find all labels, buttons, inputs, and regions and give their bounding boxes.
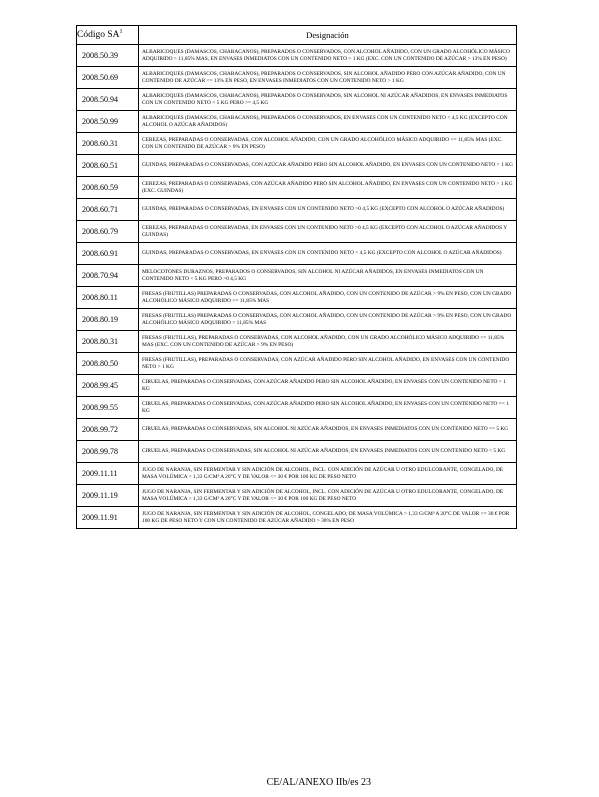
hs-code-cell: 2008.80.11 <box>77 287 139 309</box>
designation-cell: FRESAS (FRUTILLAS) PREPARADAS O CONSERVADAS, CON ALCOHOL AÑADIDO, CON UN CONTENIDO DE AZÚCAR > 9% EN PESO, CON UN GRADO ALCOHÓLICO MÁSICO ADQUIRIDO > 11,85% MAS <box>139 309 517 331</box>
hs-code-cell: 2008.50.69 <box>77 67 139 89</box>
designation-cell: FRESAS (FRUTILLAS) PREPARADAS O CONSERVADAS, CON ALCOHOL AÑADIDO, CON UN CONTENIDO DE AZÚCAR > 9% EN PESO, CON UN GRADO ALCOHÓLICO MÁSICO ADQUIRIDO >= 11,85% MAS <box>139 287 517 309</box>
designation-cell: CEREZAS, PREPARADAS O CONSERVADAS, EN ENVASES CON UN CONTENIDO NETO >0 4,5 KG (EXCEPTO CON ALCOHOL O AZÚCAR AÑADIDOS Y GUINDAS) <box>139 221 517 243</box>
hs-code-cell: 2009.11.91 <box>77 507 139 529</box>
hs-code-cell: 2009.11.11 <box>77 463 139 485</box>
table-row <box>77 243 517 265</box>
designation-cell: CEREZAS, PREPARADAS O CONSERVADAS, CON AZÚCAR AÑADIDO PERO SIN ALCOHOL AÑADIDO, EN ENVASES CON UN CONTENIDO NETO > 1 KG (EXC. GUINDAS) <box>139 177 517 199</box>
hs-code-cell: 2008.60.79 <box>77 221 139 243</box>
footnote-marker: 1 <box>119 29 123 36</box>
designation-cell: ALBARICOQUES (DAMASCOS, CHABACANOS), PREPARADOS O CONSERVADOS, SIN ALCOHOL AÑADIDO PERO CON AZÚCAR AÑADIDO, CON UN CONTENIDO DE AZÚCAR <= 13% EN PESO, EN ENVASES INMEDIATOS CON UN CONTENIDO NETO > 1 KG <box>139 67 517 89</box>
hs-code-cell: 2008.50.94 <box>77 89 139 111</box>
column-header-code-text: Código SA <box>77 30 120 41</box>
designation-cell: GUINDAS, PREPARADAS O CONSERVADAS, EN ENVASES CON UN CONTENIDO NETO >0 4,5 KG (EXCEPTO CON ALCOHOL O AZÚCAR AÑADIDOS) <box>139 199 517 221</box>
column-header-designation: Designación <box>139 26 517 45</box>
table-row <box>77 199 517 221</box>
designation-cell: ALBARICOQUES (DAMASCOS, CHABACANOS), PREPARADOS O CONSERVADOS, EN ENVASES CON UN CONTENIDO NETO < 4,5 KG (EXCEPTO CON ALCOHOL O AZÚCAR AÑADIDOS) <box>139 111 517 133</box>
hs-code-cell: 2008.80.31 <box>77 331 139 353</box>
designation-cell: JUGO DE NARANJA, SIN FERMENTAR Y SIN ADICIÓN DE ALCOHOL, CONGELADO, DE MASA VOLÚMICA > 1,33 G/CM³ A 20°C DE VALOR <= 30 € POR 100 KG DE PESO NETO Y CON UN CONTENIDO DE AZÚCAR AÑADIDO > 30% EN PESO <box>139 507 517 529</box>
table-row <box>77 375 517 397</box>
table-row <box>77 177 517 199</box>
table-row <box>77 67 517 89</box>
table-row <box>77 441 517 463</box>
hs-code-cell: 2008.50.39 <box>77 45 139 67</box>
column-header-code <box>77 26 139 45</box>
page-reference: CE/AL/ANEXO IIb/es 23 <box>266 777 371 788</box>
hs-code-cell: 2008.99.78 <box>77 441 139 463</box>
table-row <box>77 133 517 155</box>
designation-cell: FRESAS (FRUTILLAS), PREPARADAS O CONSERVADAS, CON ALCOHOL AÑADIDO, CON UN GRADO ALCOHÓLICO MÁSICO ADQUIRIDO <= 11,85% MAS (EXC. CON UN CONTENIDO DE AZÚCAR > 9% EN PESO) <box>139 331 517 353</box>
table-row <box>77 485 517 507</box>
designation-cell: CIRUELAS, PREPARADAS O CONSERVADAS, CON AZÚCAR AÑADIDO PERO SIN ALCOHOL AÑADIDO, EN ENVASES CON UN CONTENIDO NETO =< 1 KG <box>139 397 517 419</box>
designation-cell: ALBARICOQUES (DAMASCOS, CHABACANOS), PREPARADOS O CONSERVADOS, CON ALCOHOL AÑADIDO, CON UN GRADO ALCOHÓLICO MÁSICO ADQUIRIDO > 11,85% MAS, EN ENVASES INMEDIATOS CON UN CONTENIDO NETO > 1 KG (EXC. CON UN CONTENIDO DE AZÚCAR > 13% EN PESO) <box>139 45 517 67</box>
designation-cell: FRESAS (FRUTILLAS), PREPARADAS O CONSERVADAS, CON AZÚCAR AÑADIDO PERO SIN ALCOHOL AÑADIDO, EN ENVASES CON UN CONTENIDO NETO > 1 KG <box>139 353 517 375</box>
table-row <box>77 419 517 441</box>
table-header-row <box>77 26 517 45</box>
table-body <box>77 45 517 529</box>
designation-cell: JUGO DE NARANJA, SIN FERMENTAR Y SIN ADICIÓN DE ALCOHOL, INCL. CON ADICIÓN DE AZÚCAR U OTRO EDULCORANTE, CONGELADO, DE MASA VOLÚMICA > 1,33 G/CM³ A 20°C Y DE VALOR <= 30 € POR 100 KG DE PESO NETO <box>139 485 517 507</box>
table-row <box>77 155 517 177</box>
hs-code-cell: 2008.80.19 <box>77 309 139 331</box>
hs-code-cell: 2008.60.51 <box>77 155 139 177</box>
table-row <box>77 287 517 309</box>
table-row <box>77 463 517 485</box>
designation-cell: CIRUELAS, PREPARADAS O CONSERVADAS, SIN ALCOHOL NI AZÚCAR AÑADIDOS, EN ENVASES INMEDIATOS CON UN CONTENIDO NETO < 5 KG <box>139 441 517 463</box>
hs-code-cell: 2008.99.45 <box>77 375 139 397</box>
table-row <box>77 89 517 111</box>
hs-code-cell: 2008.60.31 <box>77 133 139 155</box>
hs-code-cell: 2008.80.50 <box>77 353 139 375</box>
table-row <box>77 45 517 67</box>
hs-code-cell: 2008.60.59 <box>77 177 139 199</box>
designation-cell: CIRUELAS, PREPARADAS O CONSERVADAS, CON AZÚCAR AÑADIDO PERO SIN ALCOHOL AÑADIDO, EN ENVASES CON UN CONTENIDO NETO > 1 KG <box>139 375 517 397</box>
table-row <box>77 353 517 375</box>
table-row <box>77 309 517 331</box>
hs-code-cell: 2008.70.94 <box>77 265 139 287</box>
table-row <box>77 221 517 243</box>
table-row <box>77 331 517 353</box>
hs-code-cell: 2008.99.55 <box>77 397 139 419</box>
table-row <box>77 397 517 419</box>
hs-code-cell: 2009.11.19 <box>77 485 139 507</box>
table-row <box>77 111 517 133</box>
designation-cell: MELOCOTONES DURAZNOS, PREPARADOS O CONSERVADOS, SIN ALCOHOL NI AZÚCAR AÑADIDOS, EN ENVASES INMEDIATOS CON UN CONTENIDO NETO < 5 KG PERO >0 4,5 KG <box>139 265 517 287</box>
designation-cell: CIRUELAS, PREPARADAS O CONSERVADAS, SIN ALCOHOL NI AZÚCAR AÑADIDOS, EN ENVASES INMEDIATOS CON UN CONTENIDO NETO => 5 KG <box>139 419 517 441</box>
table-row <box>77 265 517 287</box>
designation-cell: GUINDAS, PREPARADAS O CONSERVADAS, EN ENVASES CON UN CONTENIDO NETO < 4,5 KG (EXCEPTO CON ALCOHOL O AZÚCAR AÑADIDOS) <box>139 243 517 265</box>
designation-cell: GUINDAS, PREPARADAS O CONSERVADAS, CON AZÚCAR AÑADIDO PERO SIN ALCOHOL AÑADIDO, EN ENVASES CON UN CONTENIDO NETO > 1 KG <box>139 155 517 177</box>
designation-cell: ALBARICOQUES (DAMASCOS, CHABACANOS), PREPARADOS O CONSERVADOS, SIN ALCOHOL NI AZÚCAR AÑADIDOS, EN ENVASES INMEDIATOS CON UN CONTENIDO NETO < 5 KG PERO >= 4,5 KG <box>139 89 517 111</box>
hs-code-cell: 2008.99.72 <box>77 419 139 441</box>
designation-cell: JUGO DE NARANJA, SIN FERMENTAR Y SIN ADICIÓN DE ALCOHOL, INCL. CON ADICIÓN DE AZÚCAR U OTRO EDULCORANTE, CONGELADO, DE MASA VOLÚMICA > 1,33 G/CM³ A 20°C Y DE VALOR <= 30 € POR 100 KG DE PESO NETO <box>139 463 517 485</box>
table-row <box>77 507 517 529</box>
designation-cell: CEREZAS, PREPARADAS O CONSERVADAS, CON ALCOHOL AÑADIDO, CON UN GRADO ALCOHÓLICO MÁSICO ADQUIRIDO <= 11,85% MAS (EXC. CON UN CONTENIDO DE AZÚCAR > 9% EN PESO) <box>139 133 517 155</box>
hs-code-cell: 2008.60.71 <box>77 199 139 221</box>
tariff-table <box>76 25 517 529</box>
page-footer <box>0 777 599 788</box>
hs-code-cell: 2008.50.99 <box>77 111 139 133</box>
hs-code-cell: 2008.60.91 <box>77 243 139 265</box>
